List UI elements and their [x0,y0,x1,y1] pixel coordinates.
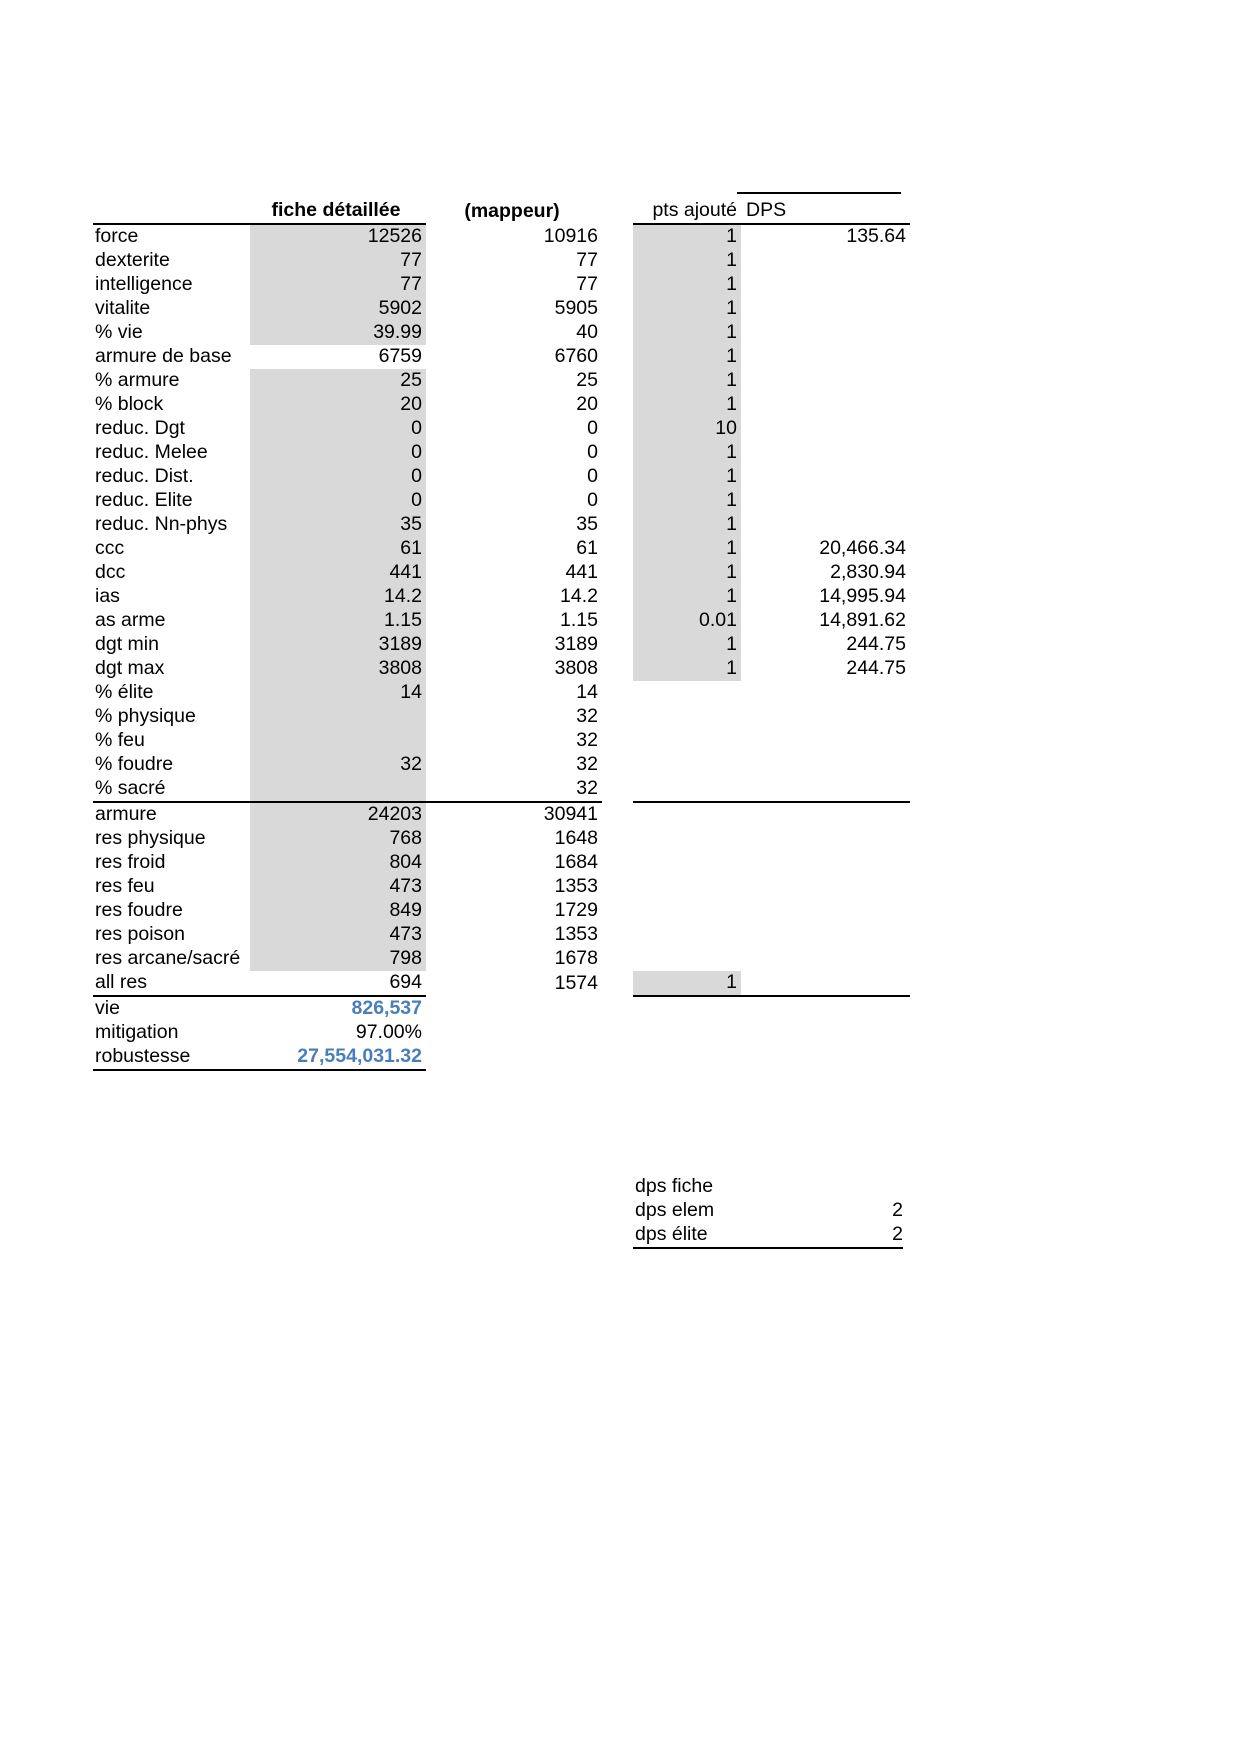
table-row[interactable] [93,802,602,827]
dps-table-row[interactable] [633,273,910,297]
table-row[interactable] [93,705,602,729]
stat-label: % foudre [95,753,174,776]
stat-value-mappeur[interactable]: 1.15 [560,609,598,632]
dps-table-row[interactable] [633,971,910,996]
dps-table-row[interactable] [633,923,910,947]
pts-ajoute-value[interactable]: 1 [633,345,741,369]
dps-table-row[interactable] [633,875,910,899]
dps-table-row[interactable] [633,609,910,633]
stat-value-mappeur[interactable]: 1648 [554,827,598,850]
dps-footer-label: dps fiche [635,1175,714,1198]
stat-label: reduc. Elite [95,489,193,512]
stat-value-fiche[interactable]: 0 [250,489,426,513]
dps-footer-value[interactable]: 2 [739,1223,903,1248]
dps-value[interactable] [741,705,910,729]
dps-value[interactable] [741,489,910,513]
stat-label: % armure [95,369,180,392]
stat-value-fiche[interactable]: 77 [250,273,426,297]
summary-spacer [426,1021,602,1045]
dps-value[interactable]: 244.75 [846,633,906,656]
dps-table-row[interactable] [633,561,910,585]
table-row[interactable] [93,297,602,321]
stat-value-mappeur[interactable]: 32 [576,705,598,728]
stat-value-mappeur[interactable]: 14 [576,681,598,704]
pts-ajoute-value[interactable]: 1 [633,249,741,273]
summary-spacer [426,996,602,1021]
table-row[interactable] [93,465,602,489]
pts-ajoute-value[interactable] [633,729,741,753]
dps-value[interactable] [741,827,910,851]
stat-value-fiche[interactable]: 0 [250,465,426,489]
table-row[interactable] [93,899,602,923]
table-row[interactable] [93,224,602,249]
summary-row[interactable] [93,996,602,1021]
stat-value-mappeur[interactable]: 1684 [554,851,598,874]
dps-footer-row[interactable] [633,1175,903,1199]
summary-value[interactable]: 27,554,031.32 [250,1045,426,1070]
table-row[interactable] [93,345,602,369]
dps-table-row[interactable] [633,224,910,249]
stat-value-fiche[interactable]: 14.2 [250,585,426,609]
stat-value-mappeur[interactable]: 0 [587,489,598,512]
stat-value-fiche[interactable]: 12526 [250,224,426,249]
stat-label: res arcane/sacré [95,947,241,970]
dps-value[interactable] [741,851,910,875]
header-pts-ajoute: pts ajouté [633,192,741,224]
stat-label: reduc. Dist. [95,465,194,488]
stat-label: % feu [95,729,145,752]
summary-value[interactable]: 97.00% [355,1021,422,1044]
pts-ajoute-value[interactable]: 1 [633,561,741,585]
pts-ajoute-value[interactable] [633,947,741,971]
stat-value-fiche[interactable]: 0 [250,417,426,441]
dps-value[interactable] [741,393,910,417]
pts-ajoute-value[interactable]: 1 [633,297,741,321]
pts-ajoute-value[interactable]: 1 [633,513,741,537]
stat-label: dcc [95,561,126,584]
dps-value[interactable] [741,369,910,393]
stat-value-fiche[interactable] [250,777,426,802]
pts-ajoute-value[interactable]: 1 [633,393,741,417]
stat-value-mappeur[interactable]: 32 [576,729,598,752]
dps-value[interactable] [741,923,910,947]
table-row[interactable] [93,923,602,947]
table-row[interactable] [93,441,602,465]
stat-value-fiche[interactable]: 3808 [250,657,426,681]
stat-value-fiche[interactable]: 61 [250,537,426,561]
stat-value-fiche[interactable]: 1.15 [250,609,426,633]
dps-table-row[interactable] [633,249,910,273]
stat-label: dgt max [95,657,165,680]
stat-value-fiche[interactable]: 3189 [250,633,426,657]
stat-value-fiche[interactable]: 804 [250,851,426,875]
stat-value-mappeur[interactable]: 20 [576,393,598,416]
table-row[interactable] [93,585,602,609]
stat-value-fiche[interactable]: 6759 [250,345,426,369]
stat-value-mappeur[interactable]: 40 [576,321,598,344]
table-row[interactable] [93,369,602,393]
header-fiche-detaillee: fiche détaillée [250,192,426,224]
table-row[interactable] [93,393,602,417]
dps-value[interactable] [741,681,910,705]
stat-label: reduc. Nn-phys [95,513,228,536]
stat-value-mappeur[interactable]: 32 [576,753,598,776]
dps-table-row[interactable] [633,585,910,609]
dps-table-row[interactable] [633,681,910,705]
dps-table-row[interactable] [633,777,910,802]
stat-value-fiche[interactable]: 20 [250,393,426,417]
stat-label: all res [95,971,148,994]
stat-label: force [95,225,139,248]
dps-value[interactable] [741,513,910,537]
table-row[interactable] [93,851,602,875]
dps-value[interactable] [741,321,910,345]
table-row[interactable] [93,513,602,537]
stat-label: reduc. Dgt [95,417,185,440]
dps-value[interactable] [741,899,910,923]
dps-value[interactable] [741,345,910,369]
dps-footer-label: dps elem [635,1199,715,1222]
pts-ajoute-value[interactable] [633,705,741,729]
summary-value[interactable]: 826,537 [250,996,426,1021]
pts-ajoute-value[interactable]: 1 [633,321,741,345]
table-row[interactable] [93,537,602,561]
dps-header-row [633,192,910,224]
dps-footer-value[interactable] [739,1175,903,1199]
dps-value[interactable] [741,441,910,465]
stat-value-fiche[interactable]: 694 [250,971,426,996]
header-mappeur: (mappeur) [464,199,560,222]
table-row[interactable] [93,321,602,345]
stat-value-fiche[interactable]: 35 [250,513,426,537]
stat-value-mappeur[interactable]: 32 [576,777,598,800]
stat-label: res foudre [95,899,183,922]
stat-value-mappeur[interactable]: 77 [576,249,598,272]
dps-table-row[interactable] [633,827,910,851]
dps-table-row[interactable] [633,947,910,971]
dps-footer-row[interactable] [633,1223,903,1248]
stat-label: % vie [95,321,143,344]
dps-table-row[interactable] [633,633,910,657]
pts-ajoute-value[interactable]: 1 [633,465,741,489]
stat-value-fiche[interactable]: 77 [250,249,426,273]
table-row[interactable] [93,489,602,513]
stat-label: res feu [95,875,155,898]
stat-label: reduc. Melee [95,441,208,464]
dps-value[interactable] [741,753,910,777]
summary-spacer [426,1045,602,1070]
stat-label: % block [95,393,164,416]
dps-value[interactable] [741,729,910,753]
dps-value[interactable] [741,297,910,321]
summary-label: robustesse [93,1045,250,1070]
dps-footer-row[interactable] [633,1199,903,1223]
stat-value-fiche[interactable]: 849 [250,899,426,923]
stat-value-fiche[interactable]: 798 [250,947,426,971]
dps-table-row[interactable] [633,753,910,777]
dps-table-row[interactable] [633,802,910,827]
stat-value-fiche[interactable]: 25 [250,369,426,393]
stat-value-fiche[interactable]: 24203 [250,802,426,827]
dps-table-row[interactable] [633,899,910,923]
dps-value[interactable] [741,971,910,996]
table-row[interactable] [93,633,602,657]
pts-ajoute-value[interactable]: 1 [633,369,741,393]
dps-value[interactable]: 2,830.94 [830,561,906,584]
dps-value[interactable] [741,249,910,273]
pts-ajoute-value[interactable]: 1 [633,489,741,513]
stat-label: res physique [95,827,206,850]
stat-label: intelligence [95,273,193,296]
pts-ajoute-value[interactable] [633,753,741,777]
stat-value-fiche[interactable]: 473 [250,875,426,899]
stat-value-mappeur[interactable]: 1353 [554,875,598,898]
summary-row[interactable] [93,1045,602,1070]
pts-ajoute-value[interactable]: 1 [633,971,741,996]
stat-value-mappeur[interactable]: 3189 [554,633,598,656]
dps-value[interactable]: 20,466.34 [819,537,906,560]
dps-value[interactable] [741,875,910,899]
stat-label: % élite [95,681,154,704]
stat-value-fiche[interactable]: 473 [250,923,426,947]
dps-table-row[interactable] [633,465,910,489]
dps-table-row[interactable] [633,369,910,393]
pts-ajoute-value[interactable] [633,777,741,802]
dps-table-row[interactable] [633,417,910,441]
pts-ajoute-value[interactable]: 1 [633,537,741,561]
pts-ajoute-value[interactable] [633,851,741,875]
stat-value-mappeur[interactable]: 1729 [554,899,598,922]
pts-ajoute-value[interactable]: 10 [633,417,741,441]
stat-value-mappeur[interactable]: 1353 [554,923,598,946]
stat-value-mappeur[interactable]: 14.2 [560,585,598,608]
table-row[interactable] [93,777,602,802]
stat-value-mappeur[interactable]: 0 [587,465,598,488]
stat-label: res froid [95,851,166,874]
pts-ajoute-value[interactable]: 1 [633,273,741,297]
dps-table-row[interactable] [633,657,910,681]
dps-value[interactable]: 14,995.94 [819,585,906,608]
stat-value-fiche[interactable]: 441 [250,561,426,585]
stat-value-mappeur[interactable]: 0 [587,417,598,440]
table-row[interactable] [93,681,602,705]
dps-value[interactable]: 135.64 [846,225,906,248]
dps-table [633,192,910,997]
header-dps: DPS [741,192,910,224]
stat-label: ias [95,585,120,608]
pts-ajoute-value[interactable] [633,827,741,851]
table-row[interactable] [93,753,602,777]
dps-value[interactable] [741,417,910,441]
summary-label: mitigation [95,1021,179,1044]
pts-ajoute-value[interactable] [633,923,741,947]
stat-value-mappeur[interactable]: 77 [576,273,598,296]
fiche-header-row [93,192,602,224]
stat-label: ccc [95,537,125,560]
table-row[interactable] [93,273,602,297]
stat-value-mappeur[interactable]: 30941 [426,802,602,827]
stat-value-mappeur[interactable]: 25 [576,369,598,392]
stat-label: vitalite [95,297,151,320]
stat-label: as arme [95,609,166,632]
pts-ajoute-value[interactable]: 1 [633,441,741,465]
dps-value[interactable] [741,802,910,827]
pts-ajoute-value[interactable]: 1 [633,224,741,249]
header-label-blank [93,192,250,224]
stat-value-mappeur[interactable]: 6760 [554,345,598,368]
dps-table-row[interactable] [633,393,910,417]
stat-value-fiche[interactable] [250,705,426,729]
dps-table-row[interactable] [633,489,910,513]
dps-value[interactable] [741,777,910,802]
dps-table-row[interactable] [633,345,910,369]
stat-value-mappeur[interactable]: 3808 [554,657,598,680]
table-row[interactable] [93,875,602,899]
dps-value[interactable] [741,947,910,971]
dps-footer-value[interactable]: 2 [892,1199,903,1222]
stat-label: dexterite [95,249,170,272]
stat-value-mappeur[interactable]: 1678 [554,947,598,970]
dps-table-row[interactable] [633,297,910,321]
stat-label: res poison [95,923,185,946]
table-row[interactable] [93,827,602,851]
pts-ajoute-value[interactable]: 1 [633,633,741,657]
dps-table-row[interactable] [633,441,910,465]
pts-ajoute-value[interactable] [633,875,741,899]
pts-ajoute-value[interactable]: 0.01 [633,609,741,633]
stat-label: % sacré [95,777,166,800]
stat-value-fiche[interactable]: 39.99 [250,321,426,345]
pts-ajoute-value[interactable] [633,899,741,923]
stat-value-mappeur[interactable]: 35 [576,513,598,536]
stat-value-mappeur[interactable]: 10916 [543,224,598,247]
dps-table-row[interactable] [633,729,910,753]
table-row[interactable] [93,971,602,996]
summary-row[interactable] [93,1021,602,1045]
table-row[interactable] [93,417,602,441]
dps-footer-table [633,1175,903,1249]
fiche-table [93,192,602,1071]
dps-value[interactable]: 14,891.62 [819,609,906,632]
pts-ajoute-value[interactable]: 1 [633,585,741,609]
table-row[interactable] [93,657,602,681]
stat-value-mappeur[interactable]: 1574 [554,971,598,994]
stat-value-fiche[interactable]: 5902 [250,297,426,321]
table-row[interactable] [93,729,602,753]
pts-ajoute-value[interactable]: 1 [633,657,741,681]
summary-label: vie [93,996,250,1021]
dps-value[interactable]: 244.75 [846,657,906,680]
stat-value-fiche[interactable]: 32 [250,753,426,777]
stat-label: dgt min [95,633,159,656]
table-row[interactable] [93,249,602,273]
stat-label: armure [93,802,250,827]
table-row[interactable] [93,947,602,971]
stat-value-mappeur[interactable]: 0 [587,441,598,464]
pts-ajoute-value[interactable] [633,802,741,827]
dps-table-row[interactable] [633,851,910,875]
stat-label: % physique [95,705,196,728]
dps-value[interactable] [741,465,910,489]
dps-table-row[interactable] [633,705,910,729]
pts-ajoute-value[interactable] [633,681,741,705]
stat-value-mappeur[interactable]: 61 [576,537,598,560]
table-row[interactable] [93,561,602,585]
stat-value-fiche[interactable] [250,729,426,753]
stat-label: armure de base [95,345,232,368]
table-row[interactable] [93,609,602,633]
dps-value[interactable] [741,273,910,297]
dps-footer-label: dps élite [633,1223,739,1248]
stat-value-fiche[interactable]: 768 [250,827,426,851]
stat-value-fiche[interactable]: 0 [250,441,426,465]
stat-value-mappeur[interactable]: 441 [565,561,598,584]
dps-table-row[interactable] [633,321,910,345]
stat-value-fiche[interactable]: 14 [250,681,426,705]
stat-value-mappeur[interactable]: 5905 [554,297,598,320]
dps-table-row[interactable] [633,513,910,537]
dps-table-row[interactable] [633,537,910,561]
